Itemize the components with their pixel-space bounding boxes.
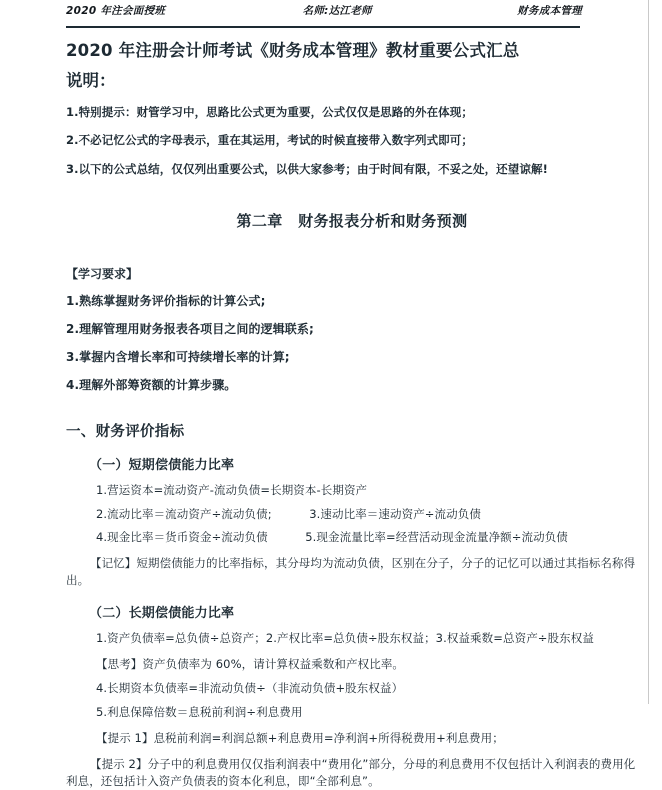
header-divider-rule <box>66 26 580 28</box>
document-subtitle: 说明： <box>66 70 116 90</box>
formula-cash-ratio: 4.现金比率＝货币资金÷流动负债 5.现金流量比率=经营活动现金流量净额÷流动负债 <box>96 530 568 545</box>
chapter-heading: 第二章 财务报表分析和财务预测 <box>236 211 468 230</box>
subsection-heading-long-term-solvency: （二）长期偿债能力比率 <box>89 606 235 622</box>
formula-working-capital: 1.营运资本=流动资产-流动负债=长期资本-长期资产 <box>96 482 368 497</box>
formula-interest-coverage: 5.利息保障倍数＝息税前利润÷利息费用 <box>96 704 303 719</box>
requirement-item-1: 1.熟练掌握财务评价指标的计算公式; <box>66 293 266 308</box>
note-line-3: 3.以下的公式总结，仅仅列出重要公式，以供大家参考；由于时间有限，不妥之处，还望谅解! <box>66 161 548 176</box>
subsection-heading-short-term-solvency: （一）短期偿债能力比率 <box>89 457 235 473</box>
formula-current-ratio: 2.流动比率＝流动资产÷流动负债; 3.速动比率＝速动资产÷流动负债 <box>96 506 481 521</box>
note-line-2: 2.不必记忆公式的字母表示，重在其运用，考试的时候直接带入数字列式即可； <box>66 133 473 148</box>
document-body <box>66 38 638 790</box>
memory-note-short-term: 【记忆】短期偿债能力的比率指标，其分母均为流动负债，区别在分子，分子的记忆可以通过其指标名称得出。 <box>66 555 636 588</box>
requirement-item-2: 2.理解管理用财务报表各项目之间的逻辑联系; <box>66 321 314 336</box>
running-header-center: 名师:达江老师 <box>302 5 372 17</box>
tip-note-1: 【提示 1】息税前利润=利润总额+利息费用=净利润+所得税费用+利息费用； <box>96 730 504 745</box>
learning-requirements-label: 【学习要求】 <box>66 266 139 281</box>
page-right-border <box>648 0 649 704</box>
running-header <box>66 0 582 23</box>
running-header-right: 财务成本管理 <box>517 5 582 17</box>
section-heading-financial-evaluation: 一、财务评价指标 <box>66 423 185 440</box>
requirement-item-3: 3.掌握内含增长率和可持续增长率的计算; <box>66 349 290 364</box>
think-note-debt-ratio: 【思考】资产负债率为 60%，请计算权益乘数和产权比率。 <box>96 657 405 672</box>
formula-long-term-capital-debt: 4.长期资本负债率=非流动负债÷（非流动负债+股东权益） <box>96 681 404 696</box>
document-title: 2020 年注册会计师考试《财务成本管理》教材重要公式汇总 <box>66 41 520 60</box>
requirement-item-4: 4.理解外部筹资额的计算步骤。 <box>66 377 237 392</box>
running-header-left: 2020 年注会面授班 <box>66 5 166 17</box>
tip-note-2: 【提示 2】分子中的利息费用仅仅指利润表中“费用化”部分，分母的利息费用不仅包括计入利润表的费用化利息，还包括计入资产负债表的资本化利息，即“全部利息”。 <box>66 756 636 789</box>
note-line-1: 1.特别提示：财管学习中，思路比公式更为重要，公式仅仅是思路的外在体现； <box>66 105 473 120</box>
formula-debt-ratios: 1.资产负债率=总负债÷总资产；2.产权比率=总负债÷股东权益；3.权益乘数=总资产÷股东权益 <box>96 631 594 646</box>
